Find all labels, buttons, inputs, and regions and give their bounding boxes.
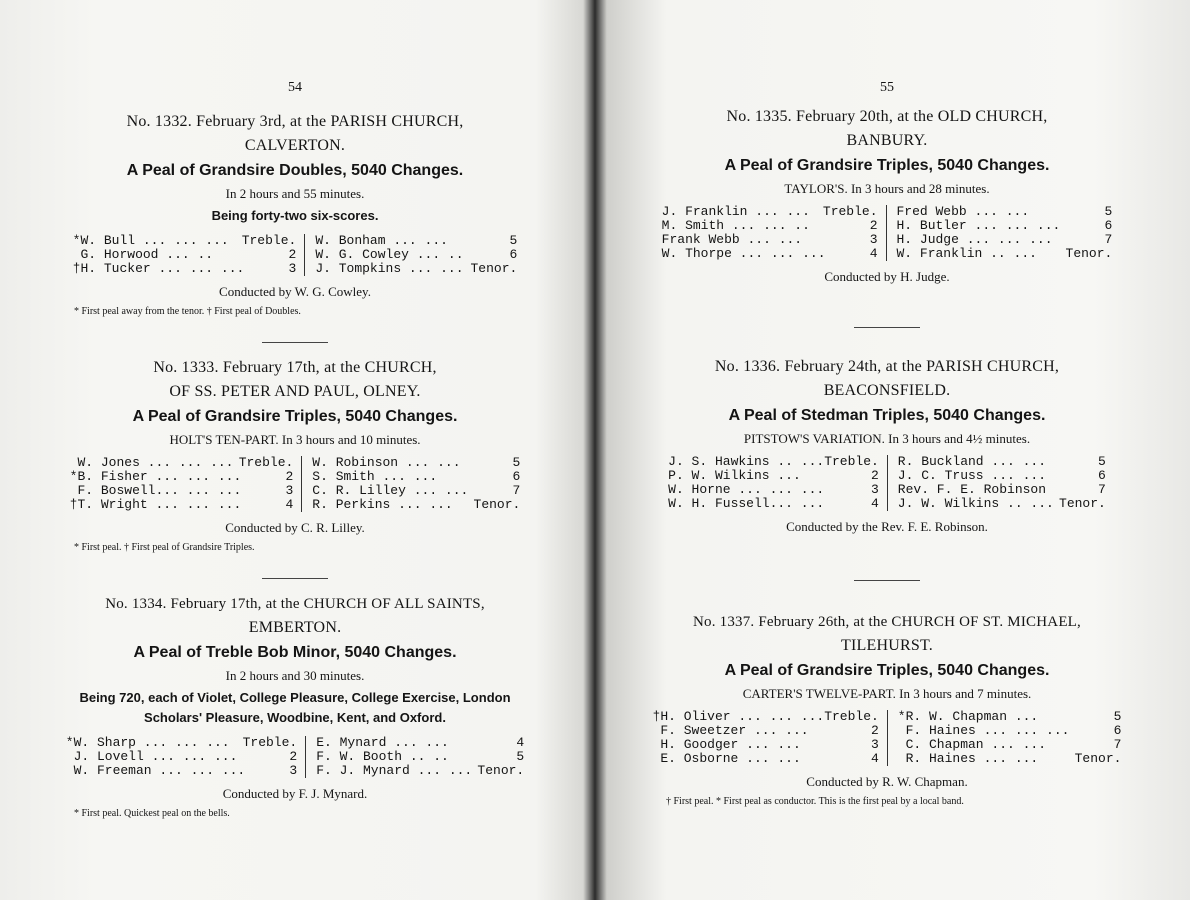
ringer-row: Rev. F. E. Robinson 7 bbox=[897, 482, 1106, 497]
ringer-row: H. Goodger ... ... 3 bbox=[652, 737, 879, 752]
peal-location: BEACONSFIELD. bbox=[823, 382, 951, 399]
peal-footnote: * First peal away from the tenor. † First peal of Doubles. bbox=[74, 306, 301, 317]
divider-rule bbox=[262, 342, 328, 343]
peal-footnote: † First peal. * First peal as conductor. This is the first peal by a local band. bbox=[666, 796, 964, 807]
ringer-row: M. Smith ... ... .. 2 bbox=[661, 218, 878, 233]
ringer-row: F. Haines ... ... ... 6 bbox=[897, 723, 1122, 738]
ringer-row: W. G. Cowley ... .. 6 bbox=[315, 247, 518, 262]
peal-title: A Peal of Grandsire Triples, 5040 Changes. bbox=[724, 157, 1050, 174]
ringer-row: C. R. Lilley ... ... 7 bbox=[312, 483, 521, 498]
left-page bbox=[60, 0, 530, 900]
ringer-row: W. Freeman ... ... ... 3 bbox=[65, 763, 298, 778]
ringers-band bbox=[60, 456, 530, 512]
peal-heading: No. 1335. February 20th, at the OLD CHURCH, bbox=[726, 108, 1048, 125]
peal-title: A Peal of Grandsire Triples, 5040 Changes. bbox=[724, 662, 1050, 679]
peal-location: EMBERTON. bbox=[248, 619, 342, 636]
ringers-band bbox=[60, 234, 530, 276]
ringer-row: *R. W. Chapman ... 5 bbox=[897, 709, 1122, 724]
ringer-row: W. Robinson ... ... 5 bbox=[312, 455, 521, 470]
peal-heading: No. 1336. February 24th, at the PARISH CHURCH, bbox=[714, 358, 1060, 375]
peal-heading: No. 1337. February 26th, at the CHURCH OF ST. MICHAEL, bbox=[692, 614, 1081, 630]
peal-entry bbox=[60, 110, 530, 317]
ringer-row: J. Franklin ... ... Treble. bbox=[661, 204, 878, 219]
ringer-row: Fred Webb ... ... 5 bbox=[896, 204, 1113, 219]
ringer-row: E. Mynard ... ... 4 bbox=[316, 735, 525, 750]
ringer-row: W. Horne ... ... ... 3 bbox=[668, 482, 879, 497]
ringers-right-column bbox=[888, 455, 1106, 511]
peal-location: OF SS. PETER AND PAUL, OLNEY. bbox=[169, 383, 421, 400]
peal-location: BANBURY. bbox=[846, 132, 928, 149]
peal-heading: No. 1332. February 3rd, at the PARISH CHURCH, bbox=[126, 113, 464, 130]
peal-duration: HOLT'S TEN-PART. In 3 hours and 10 minutes. bbox=[169, 432, 421, 447]
ringer-row: †H. Oliver ... ... ... Treble. bbox=[652, 709, 879, 724]
ringer-row: R. Haines ... ... Tenor. bbox=[897, 751, 1122, 766]
divider-rule bbox=[262, 578, 328, 579]
peal-duration: In 2 hours and 55 minutes. bbox=[225, 186, 365, 201]
ringers-right-column bbox=[888, 710, 1122, 766]
peal-location: TILEHURST. bbox=[841, 637, 933, 654]
peal-conductor: Conducted by C. R. Lilley. bbox=[225, 520, 365, 535]
ringers-band bbox=[60, 736, 530, 778]
peal-title: A Peal of Treble Bob Minor, 5040 Changes. bbox=[133, 644, 457, 661]
ringer-row: F. W. Booth .. .. 5 bbox=[316, 749, 525, 764]
peal-entry bbox=[60, 356, 530, 553]
ringer-row: W. Thorpe ... ... ... 4 bbox=[661, 246, 878, 261]
ringer-row: S. Smith ... ... 6 bbox=[312, 469, 521, 484]
ringer-row: J. C. Truss ... ... 6 bbox=[897, 468, 1106, 483]
ringer-row: R. Perkins ... ... Tenor. bbox=[312, 497, 521, 512]
peal-entry bbox=[652, 610, 1122, 807]
ringer-row: Frank Webb ... ... 3 bbox=[661, 232, 878, 247]
peal-footnote: * First peal. † First peal of Grandsire Triples. bbox=[74, 542, 255, 553]
page-number: 54 bbox=[288, 80, 302, 95]
peal-conductor: Conducted by R. W. Chapman. bbox=[806, 774, 968, 789]
ringers-band bbox=[652, 205, 1122, 261]
peal-conductor: Conducted by the Rev. F. E. Robinson. bbox=[786, 519, 988, 534]
ringer-row: W. Jones ... ... ... Treble. bbox=[69, 455, 294, 470]
peal-entry bbox=[652, 355, 1122, 535]
ringers-band bbox=[652, 455, 1122, 511]
ringer-row: W. Bonham ... ... 5 bbox=[315, 233, 518, 248]
ringer-row: R. Buckland ... ... 5 bbox=[897, 454, 1106, 469]
ringer-row: *W. Bull ... ... ... Treble. bbox=[72, 233, 297, 248]
ringer-row: *W. Sharp ... ... ... Treble. bbox=[65, 735, 298, 750]
ringer-row: H. Butler ... ... ... 6 bbox=[896, 218, 1113, 233]
ringer-row: J. Lovell ... ... ... 2 bbox=[65, 749, 298, 764]
peal-title: A Peal of Grandsire Triples, 5040 Changes. bbox=[132, 408, 458, 425]
ringer-row: J. S. Hawkins .. ... Treble. bbox=[668, 454, 879, 469]
peal-conductor: Conducted by F. J. Mynard. bbox=[222, 786, 368, 801]
ringer-row: E. Osborne ... ... 4 bbox=[652, 751, 879, 766]
ringers-left-column bbox=[662, 205, 887, 261]
peal-location: CALVERTON. bbox=[244, 137, 346, 154]
ringer-row: W. H. Fussell... ... 4 bbox=[668, 496, 879, 511]
ringer-row: *B. Fisher ... ... ... 2 bbox=[69, 469, 294, 484]
ringer-row: F. Sweetzer ... ... 2 bbox=[652, 723, 879, 738]
ringers-right-column bbox=[887, 205, 1113, 261]
peal-title: A Peal of Grandsire Doubles, 5040 Changes. bbox=[126, 162, 464, 179]
ringer-row: C. Chapman ... ... 7 bbox=[897, 737, 1122, 752]
ringer-row: P. W. Wilkins ... 2 bbox=[668, 468, 879, 483]
peal-entry bbox=[652, 105, 1122, 285]
ringers-left-column bbox=[70, 456, 303, 512]
peal-footnote: * First peal. Quickest peal on the bells. bbox=[74, 808, 230, 819]
ringers-left-column bbox=[73, 234, 306, 276]
ringers-right-column bbox=[302, 456, 520, 512]
ringer-row: G. Horwood ... .. 2 bbox=[72, 247, 297, 262]
peal-entry bbox=[60, 592, 530, 819]
peal-duration: TAYLOR'S. In 3 hours and 28 minutes. bbox=[784, 181, 990, 196]
ringer-row: F. Boswell... ... ... 3 bbox=[69, 483, 294, 498]
ringers-right-column bbox=[305, 234, 517, 276]
peal-title: A Peal of Stedman Triples, 5040 Changes. bbox=[728, 407, 1046, 424]
right-page bbox=[652, 0, 1122, 900]
ringer-row: †H. Tucker ... ... ... 3 bbox=[72, 261, 297, 276]
peal-conductor: Conducted by W. G. Cowley. bbox=[219, 284, 371, 299]
ringers-left-column bbox=[66, 736, 306, 778]
peal-duration: CARTER'S TWELVE-PART. In 3 hours and 7 minutes. bbox=[742, 686, 1032, 701]
peal-conductor: Conducted by H. Judge. bbox=[824, 269, 950, 284]
ringer-row: †T. Wright ... ... ... 4 bbox=[69, 497, 294, 512]
ringer-row: J. W. Wilkins .. ... Tenor. bbox=[897, 496, 1106, 511]
ringers-left-column bbox=[653, 710, 888, 766]
ringers-band bbox=[652, 710, 1122, 766]
peal-composition-note: Being 720, each of Violet, College Pleasure, College Exercise, London Scholars' Pleasure, Woodbine, Kent, and Oxford. bbox=[79, 690, 511, 725]
divider-rule bbox=[854, 580, 920, 581]
page-number: 55 bbox=[880, 80, 894, 95]
peal-duration: In 2 hours and 30 minutes. bbox=[225, 668, 365, 683]
peal-duration: PITSTOW'S VARIATION. In 3 hours and 4½ minutes. bbox=[743, 431, 1031, 446]
ringer-row: J. Tompkins ... ... Tenor. bbox=[315, 261, 518, 276]
divider-rule bbox=[854, 327, 920, 328]
peal-composition-note: Being forty-two six-scores. bbox=[211, 208, 379, 223]
peal-heading: No. 1333. February 17th, at the CHURCH, bbox=[153, 359, 437, 376]
ringer-row: W. Franklin .. ... Tenor. bbox=[896, 246, 1113, 261]
peal-heading: No. 1334. February 17th, at the CHURCH OF ALL SAINTS, bbox=[105, 596, 485, 612]
ringer-row: H. Judge ... ... ... 7 bbox=[896, 232, 1113, 247]
ringers-left-column bbox=[668, 455, 888, 511]
ringer-row: F. J. Mynard ... ... Tenor. bbox=[316, 763, 525, 778]
ringers-right-column bbox=[306, 736, 524, 778]
